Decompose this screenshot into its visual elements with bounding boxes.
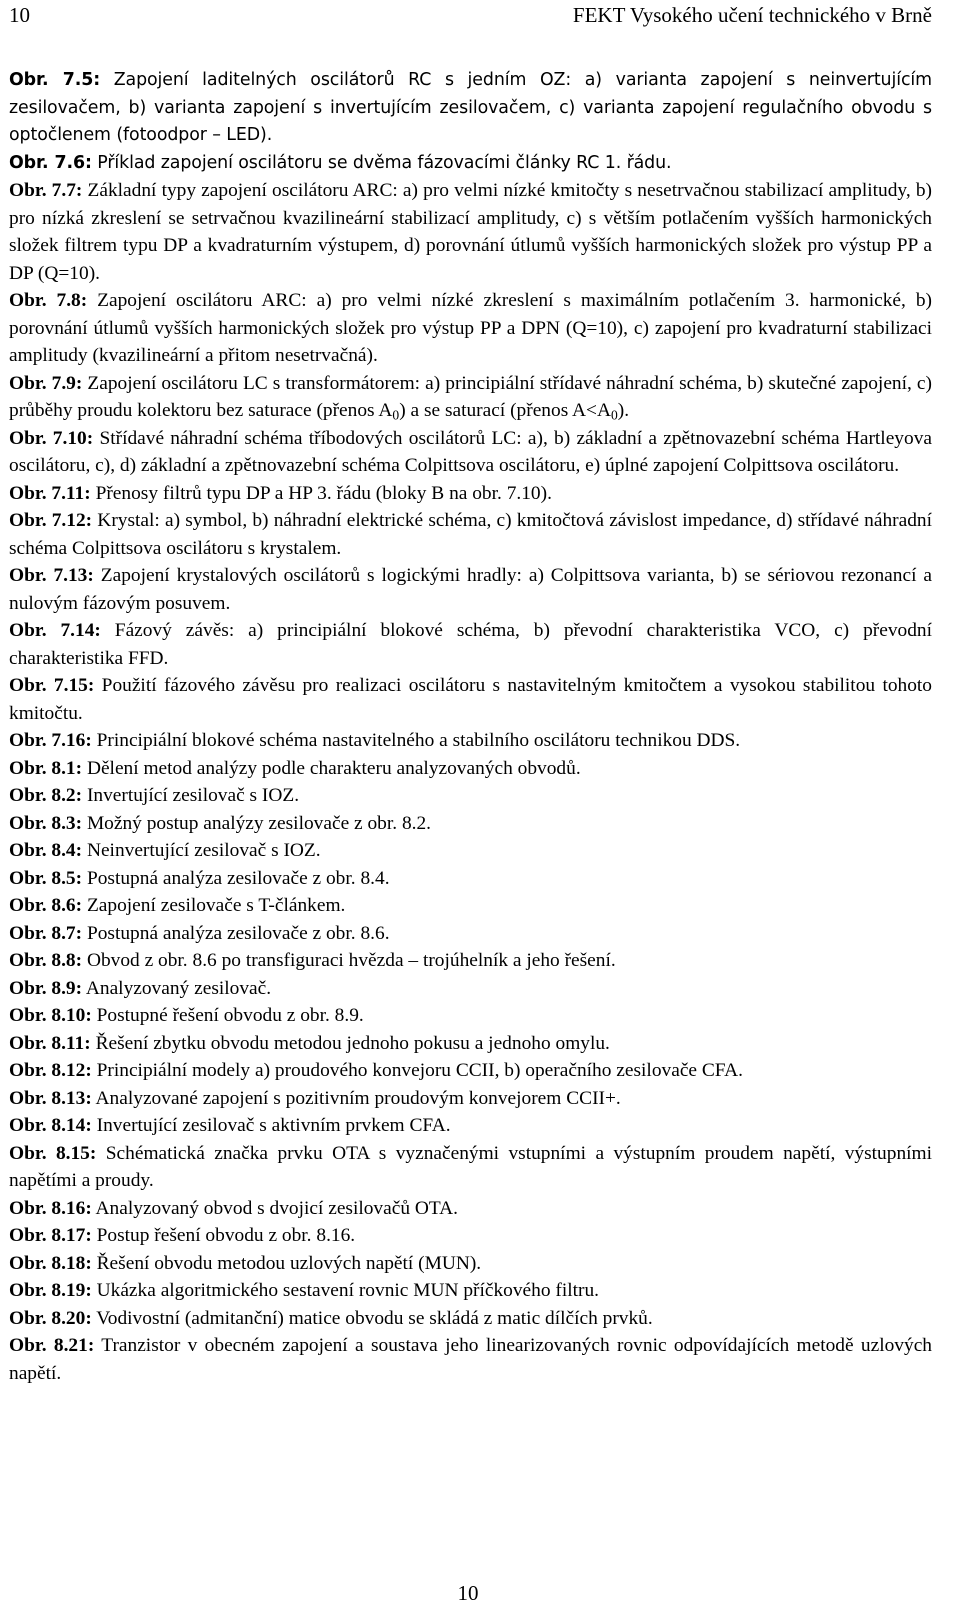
header-page-number: 10: [9, 3, 30, 27]
figure-caption: [9, 1030, 932, 1058]
figure-caption: [9, 782, 932, 810]
caption-label: Obr. 8.9:: [9, 977, 83, 999]
caption-label: Obr. 7.13:: [9, 565, 94, 586]
figure-caption: [9, 287, 932, 370]
caption-label: Obr. 7.16:: [9, 730, 92, 751]
figure-caption: [9, 1112, 932, 1140]
caption-label: Obr. 7.8:: [9, 290, 88, 311]
figure-caption: [9, 150, 932, 178]
figure-caption: [9, 562, 932, 617]
figure-caption: [9, 480, 932, 508]
figure-caption: [9, 1140, 932, 1195]
figure-caption-list: [9, 67, 932, 1387]
figure-caption: [9, 837, 932, 865]
figure-caption: [9, 617, 932, 672]
caption-text: Postup řešení obvodu z obr. 8.16.: [91, 1225, 356, 1246]
figure-caption: [9, 67, 932, 150]
figure-caption: [9, 947, 932, 975]
caption-label: Obr. 7.6:: [9, 152, 92, 173]
figure-caption: [9, 1332, 932, 1387]
caption-text: Postupná analýza zesilovače z obr. 8.4.: [82, 867, 390, 889]
caption-text: Krystal: a) symbol, b) náhradní elektrické schéma, c) kmitočtová závislost impedance, d) střídavé náhradní schéma Colpittsova oscilátoru s krystalem.: [9, 510, 932, 559]
caption-label: Obr. 8.6:: [9, 895, 83, 916]
caption-label: Obr. 8.16:: [9, 1197, 92, 1219]
caption-label: Obr. 8.13:: [9, 1087, 92, 1109]
figure-caption: [9, 1250, 932, 1278]
caption-label: Obr. 8.21:: [9, 1335, 95, 1356]
caption-text: Invertující zesilovač s IOZ.: [82, 785, 300, 806]
figure-caption: [9, 507, 932, 562]
caption-label: Obr. 8.2:: [9, 785, 83, 806]
figure-caption: [9, 177, 932, 287]
header-title: FEKT Vysokého učení technického v Brně: [572, 3, 932, 27]
caption-text: Příklad zapojení oscilátoru se dvěma fázovacími články RC 1. řádu.: [91, 152, 672, 173]
caption-label: Obr. 8.1:: [9, 757, 83, 779]
caption-text: Ukázka algoritmického sestavení rovnic MUN příčkového filtru.: [91, 1280, 600, 1301]
caption-text: Řešení zbytku obvodu metodou jednoho pokusu a jednoho omylu.: [90, 1032, 610, 1054]
caption-text: Řešení obvodu metodou uzlových napětí (MUN).: [91, 1252, 482, 1274]
caption-text: Použití fázového závěsu pro realizaci oscilátoru s nastavitelným kmitočtem a vysokou stabilitou tohoto kmitočtu.: [9, 675, 932, 724]
footer-page-number: 10: [457, 1581, 479, 1605]
caption-label: Obr. 8.14:: [9, 1115, 92, 1136]
caption-label: Obr. 8.18:: [9, 1252, 92, 1274]
caption-text: Analyzovaný zesilovač.: [82, 977, 272, 999]
caption-text: Možný postup analýzy zesilovače z obr. 8.2.: [82, 812, 432, 834]
caption-text: Vodivostní (admitanční) matice obvodu se skládá z matic dílčích prvků.: [91, 1307, 653, 1329]
caption-text: ) a se saturací (přenos A<A: [399, 400, 611, 421]
figure-caption: [9, 920, 932, 948]
caption-label: Obr. 7.10:: [9, 427, 94, 449]
caption-text: Dělení metod analýzy podle charakteru analyzovaných obvodů.: [82, 757, 581, 779]
figure-caption: [9, 755, 932, 783]
caption-subscript: 0: [392, 407, 400, 423]
figure-caption: [9, 1277, 932, 1305]
caption-label: Obr. 8.17:: [9, 1225, 92, 1246]
caption-text: Postupné řešení obvodu z obr. 8.9.: [91, 1005, 364, 1026]
figure-caption: [9, 1222, 932, 1250]
caption-text: Invertující zesilovač s aktivním prvkem CFA.: [91, 1115, 451, 1136]
caption-label: Obr. 8.12:: [9, 1060, 92, 1081]
running-header: [9, 2, 932, 30]
figure-caption: [9, 810, 932, 838]
caption-text: Principiální blokové schéma nastavitelného a stabilního oscilátoru technikou DDS.: [91, 730, 741, 751]
caption-text: Zapojení zesilovače s T-článkem.: [82, 895, 346, 916]
figure-caption: [9, 425, 932, 480]
caption-text: Neinvertující zesilovač s IOZ.: [82, 840, 321, 861]
caption-label: Obr. 7.5:: [9, 70, 101, 90]
caption-text: Fázový závěs: a) principiální blokové schéma, b) převodní charakteristika VCO, c) převodní charakteristika FFD.: [9, 620, 932, 669]
caption-label: Obr. 8.5:: [9, 867, 83, 889]
caption-label: Obr. 8.20:: [9, 1307, 92, 1329]
caption-label: Obr. 8.15:: [9, 1142, 97, 1164]
caption-text: Principiální modely a) proudového konvejoru CCII, b) operačního zesilovače CFA.: [91, 1060, 744, 1081]
caption-text: Obvod z obr. 8.6 po transfiguraci hvězda – trojúhelník a jeho řešení.: [82, 950, 616, 971]
caption-label: Obr. 8.3:: [9, 812, 83, 834]
figure-caption: [9, 1305, 932, 1333]
caption-text: Analyzované zapojení s pozitivním proudovým konvejorem CCII+.: [91, 1087, 621, 1109]
figure-caption: [9, 892, 932, 920]
caption-subscript: 0: [610, 407, 618, 423]
figure-caption: [9, 1195, 932, 1223]
figure-caption: [9, 975, 932, 1003]
caption-text: Zapojení laditelných oscilátorů RC s jedním OZ: a) varianta zapojení s neinvertujícím zesilovačem, b) varianta zapojení s invertujícím zesilovačem, c) varianta zapojení regulačního obvodu s optočlenem (fotoodpor – LED).: [9, 70, 932, 145]
figure-caption: [9, 1057, 932, 1085]
caption-label: Obr. 8.7:: [9, 922, 83, 944]
figure-caption: [9, 865, 932, 893]
caption-label: Obr. 8.4:: [9, 840, 83, 861]
caption-label: Obr. 8.8:: [9, 950, 83, 971]
caption-text: Zapojení oscilátoru LC s transformátorem: a) principiální střídavé náhradní schéma, b) skutečné zapojení, c) průběhy proudu kolektoru bez saturace (přenos A: [9, 372, 932, 421]
caption-text: ).: [617, 400, 630, 421]
caption-text: Přenosy filtrů typu DP a HP 3. řádu (bloky B na obr. 7.10).: [90, 482, 552, 504]
caption-text: Tranzistor v obecném zapojení a soustava jeho linearizovaných rovnic odpovídajících metodě uzlových napětí.: [9, 1335, 932, 1384]
caption-label: Obr. 8.11:: [9, 1032, 91, 1054]
caption-label: Obr. 7.12:: [9, 510, 93, 531]
caption-label: Obr. 7.7:: [9, 180, 83, 201]
caption-label: Obr. 7.9:: [9, 372, 83, 394]
caption-label: Obr. 7.11:: [9, 482, 91, 504]
caption-text: Základní typy zapojení oscilátoru ARC: a) pro velmi nízké kmitočty s nesetrvačnou stabilizací amplitudy, b) pro nízká zkreslení se setrvačnou kvazilineární stabilizací amplitudy, c) s větším potlačením vyšších harmonických složek filtrem typu DP a kvadraturním výstupem, d) porovnání útlumů vyšších harmonických složek pro výstup PP a DP (Q=10).: [9, 180, 932, 284]
caption-label: Obr. 7.15:: [9, 675, 95, 696]
figure-caption: [9, 1085, 932, 1113]
caption-label: Obr. 8.10:: [9, 1005, 92, 1026]
figure-caption: [9, 1002, 932, 1030]
caption-text: Schématická značka prvku OTA s vyznačenými vstupními a výstupním proudem napětí, výstupními napětími a proudy.: [9, 1142, 932, 1191]
figure-caption: [9, 727, 932, 755]
figure-caption: [9, 370, 932, 425]
caption-label: Obr. 8.19:: [9, 1280, 92, 1301]
caption-label: Obr. 7.14:: [9, 620, 101, 641]
caption-text: Zapojení krystalových oscilátorů s logickými hradly: a) Colpittsova varianta, b) se sériovou rezonancí a nulovým fázovým posuvem.: [9, 565, 932, 614]
caption-text: Střídavé náhradní schéma tříbodových oscilátorů LC: a), b) základní a zpětnovazební schéma Hartleyova oscilátoru, c), d) základní a zpětnovazební schéma Colpittsova oscilátoru, e) úplné zapojení Colpittsova oscilátoru.: [9, 427, 932, 476]
caption-text: Zapojení oscilátoru ARC: a) pro velmi nízké zkreslení s maximálním potlačením 3. harmonické, b) porovnání útlumů vyšších harmonických složek pro výstup PP a DPN (Q=10), c) zapojení pro kvadraturní stabilizaci amplitudy (kvazilineární a přitom nesetrvačná).: [9, 290, 932, 366]
caption-text: Analyzovaný obvod s dvojicí zesilovačů OTA.: [91, 1197, 459, 1219]
caption-text: Postupná analýza zesilovače z obr. 8.6.: [82, 922, 390, 944]
figure-caption: [9, 672, 932, 727]
